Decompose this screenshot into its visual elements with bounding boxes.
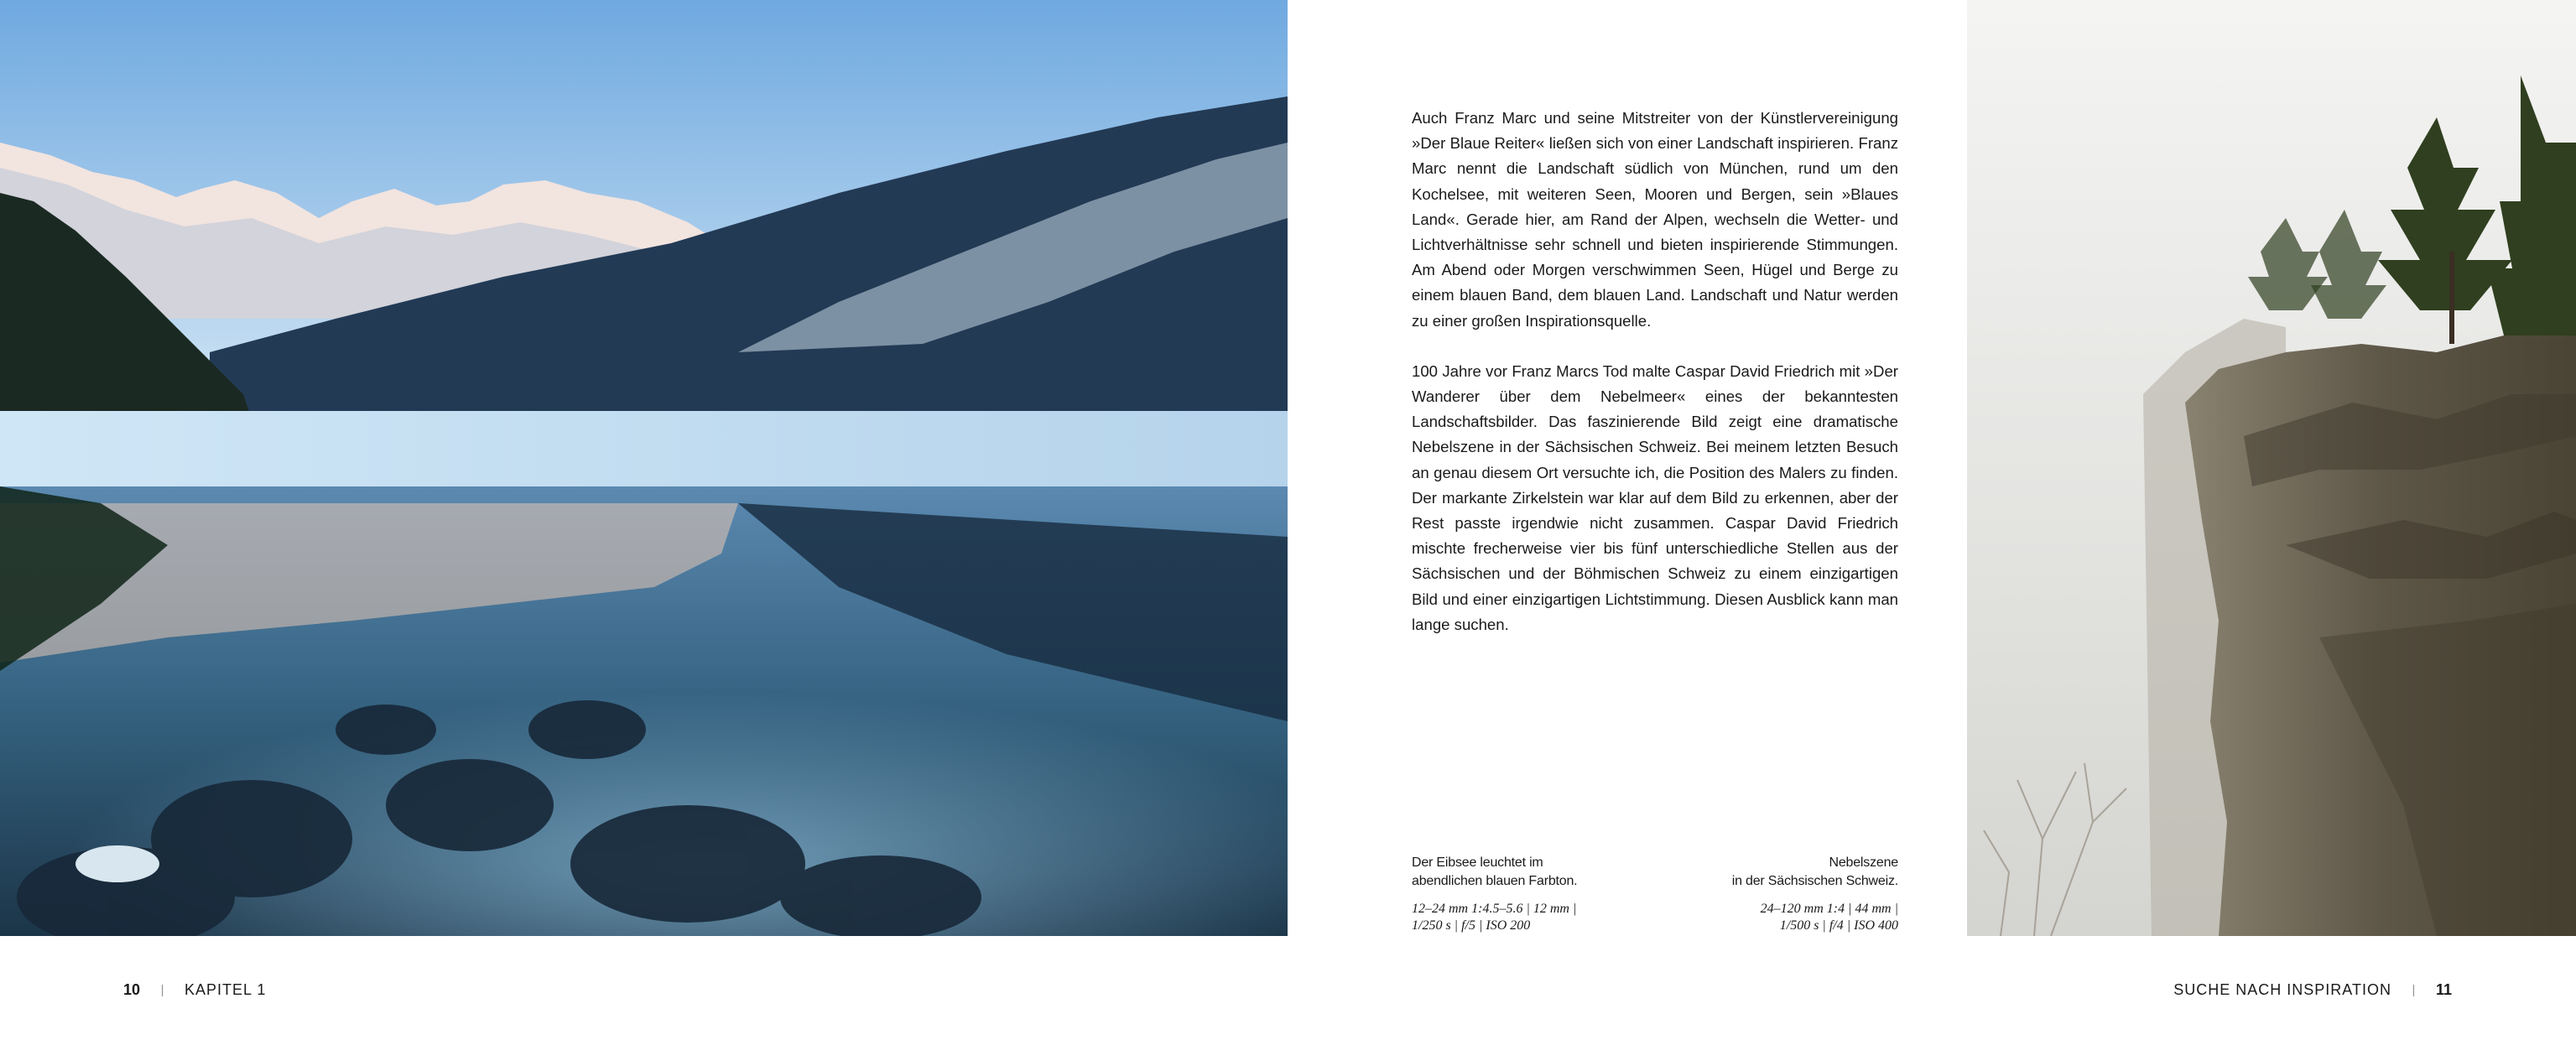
page-number-right: 11 [2435, 981, 2452, 998]
footer-separator [2413, 985, 2414, 996]
body-text [1412, 106, 1898, 663]
caption-left [1412, 854, 1577, 934]
photo-eibsee-lake [0, 0, 1288, 936]
chapter-label: KAPITEL 1 [185, 981, 267, 998]
footer-separator [162, 985, 163, 996]
caption-right-title: Nebelszene in der Sächsischen Schweiz. [1731, 855, 1898, 888]
footer-left [123, 981, 266, 999]
section-label: SUCHE NACH INSPIRATION [2173, 981, 2391, 998]
caption-left-title: Der Eibsee leuchtet im abendlichen blauen Farbton. [1412, 855, 1578, 888]
body-paragraph-2: 100 Jahre vor Franz Marcs Tod malte Caspar David Friedrich mit »Der Wanderer über dem Nebelmeer« eines der bekanntesten Landschaftsbilder. Das faszinierende Bild zeigt eine dramatische Nebelszene in der Sächsischen Schweiz. Bei meinem letzten Besuch an genau diesem Ort versuchte ich, die Position des Malers zu finden. Der markante Zirkelstein war klar auf dem Bild zu erkennen, aber der Rest passte irgendwie nicht zusammen. Caspar David Friedrich mischte frecherweise vier bis fünf unterschiedliche Stellen aus der Sächsischen und der Böhmischen Schweiz zu einem einzigartigen Bild und einer einzigartigen Lichtstimmung. Diesen Ausblick kann man lange suchen. [1412, 361, 1898, 633]
photo-saxon-switzerland [1967, 0, 2576, 936]
caption-right [1678, 854, 1898, 934]
caption-left-exif: 12–24 mm 1:4.5–5.6 | 12 mm | 1/250 s | f/5 | ISO 200 [1412, 902, 1577, 933]
foggy-rock-photo [1967, 0, 2576, 936]
footer-right [2173, 981, 2452, 999]
page-number-left: 10 [123, 981, 141, 998]
body-paragraph-1: Auch Franz Marc und seine Mitstreiter von der Künstlervereinigung »Der Blaue Reiter« ließen sich von einer Landschaft inspirieren. Franz Marc nennt die Landschaft südlich von München, rund um den Kochelsee, mit weiteren Seen, Mooren und Bergen, sein »Blaues Land«. Gerade hier, am Rand der Alpen, wechseln die Wetter- und Lichtverhältnisse sehr schnell und bieten inspirierende Stimmungen. Am Abend oder Morgen verschwimmen Seen, Hügel und Berge zu einem blauen Band, dem blauen Land. Landschaft und Natur werden zu einer großen Inspirationsquelle. [1412, 109, 1898, 330]
mountain-lake-photo [0, 0, 1288, 936]
caption-right-exif: 24–120 mm 1:4 | 44 mm | 1/500 s | f/4 | ISO 400 [1760, 902, 1898, 933]
